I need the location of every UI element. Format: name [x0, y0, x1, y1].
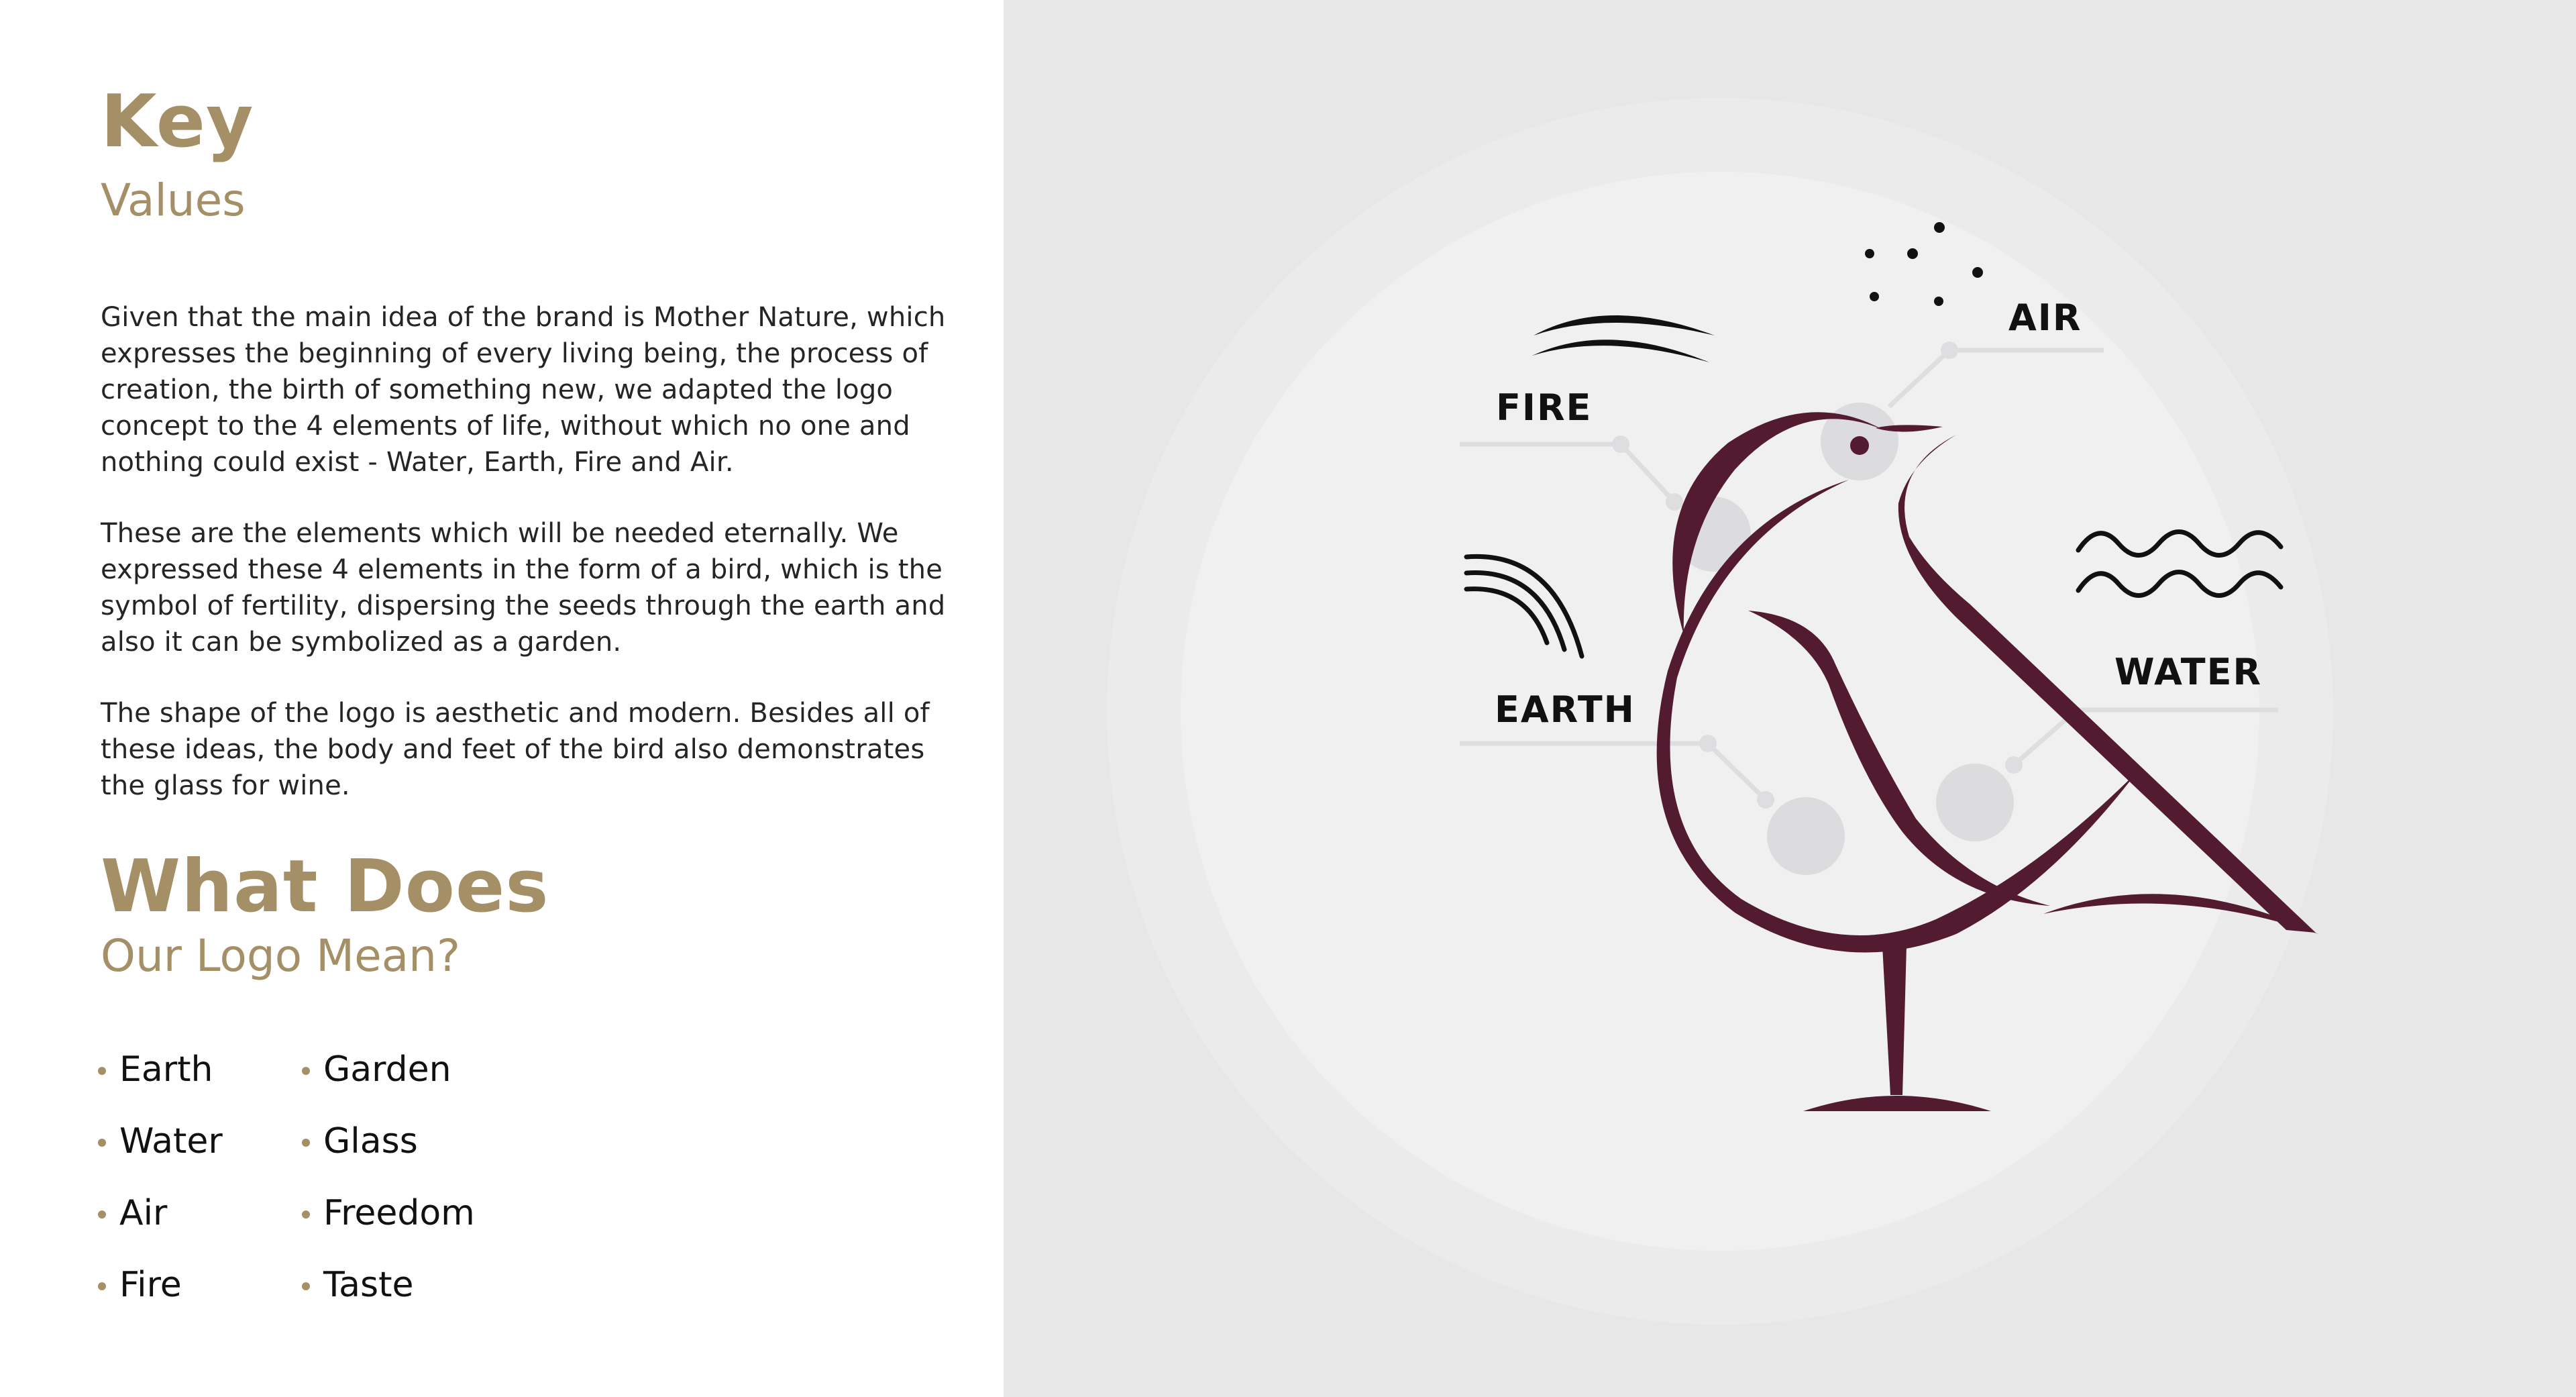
logo-meaning-title: What Does	[101, 845, 549, 929]
logo-diagram	[1004, 0, 2576, 1397]
bullet-dot-icon	[98, 1210, 106, 1219]
list-item: Fire	[98, 1267, 223, 1339]
label-water: WATER	[2114, 651, 2263, 693]
meaning-list-column-1	[98, 1049, 223, 1339]
text-panel	[0, 0, 1004, 1397]
bullet-dot-icon	[98, 1282, 106, 1290]
label-earth: EARTH	[1495, 688, 1635, 731]
label-fire: FIRE	[1496, 386, 1593, 429]
bullet-dot-icon	[98, 1067, 106, 1075]
bullet-dot-icon	[98, 1139, 106, 1147]
key-values-title: Key	[101, 80, 254, 164]
list-item: Glass	[302, 1124, 475, 1196]
illustration-panel	[1004, 0, 2576, 1397]
logo-meaning-subtitle: Our Logo Mean?	[101, 930, 460, 982]
bullet-dot-icon	[302, 1067, 310, 1075]
label-air: AIR	[2008, 297, 2082, 339]
paragraph-mother-nature: Given that the main idea of the brand is Mother Nature, which expresses the beginning of every living being, the process of creation, the birth of something new, we adapted the logo concept to the 4 elements of life, without which no one and nothing could exist - Water, Earth, Fire and Air.	[101, 302, 946, 478]
paragraph-elements-bird: These are the elements which will be needed eternally. We expressed these 4 elements in the form of a bird, which is the symbol of fertility, dispersing the seeds through the earth and also it can be symbolized as a garden.	[101, 518, 946, 658]
bullet-dot-icon	[302, 1282, 310, 1290]
list-item: Garden	[302, 1052, 475, 1124]
list-item: Earth	[98, 1052, 223, 1124]
list-item: Water	[98, 1124, 223, 1196]
key-values-subtitle: Values	[101, 174, 246, 226]
list-item: Freedom	[302, 1196, 475, 1267]
list-item: Taste	[302, 1267, 475, 1339]
list-item: Air	[98, 1196, 223, 1267]
meaning-list-column-2	[302, 1049, 475, 1339]
bullet-dot-icon	[302, 1139, 310, 1147]
paragraph-shape-glass: The shape of the logo is aesthetic and modern. Besides all of these ideas, the body and feet of the bird also demonstrates the glass for wine.	[101, 698, 930, 801]
bullet-dot-icon	[302, 1210, 310, 1219]
